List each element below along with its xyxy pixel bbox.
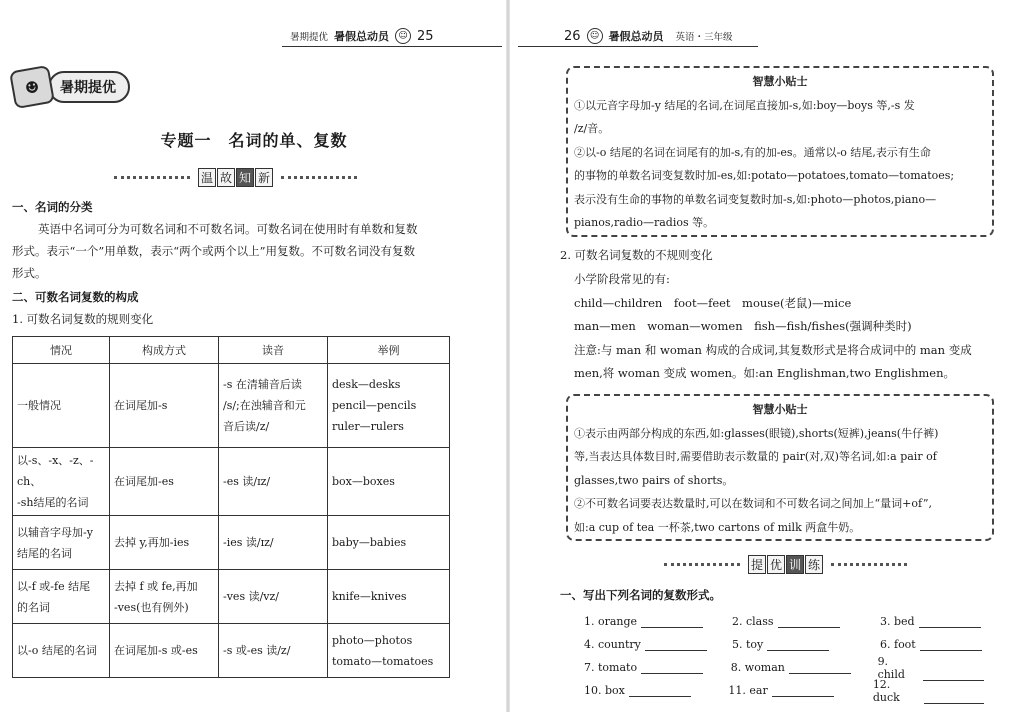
left-header xyxy=(290,28,434,44)
exercise-item xyxy=(584,615,732,628)
cell-line: /s/;在浊辅音和元 xyxy=(223,399,306,412)
tip-line: ①以元音字母加-y 结尾的名词,在词尾直接加-s,如:boy—boys 等,-s 发 xyxy=(574,98,915,112)
right-page-number: 26 xyxy=(564,28,581,44)
subheading-regular: 1. 可数名词复数的规则变化 xyxy=(12,312,154,326)
cell-line: baby—babies xyxy=(332,536,407,549)
table-cell xyxy=(219,364,328,448)
ribbon-dots xyxy=(114,176,190,179)
left-header-book: 暑假总动员 xyxy=(334,30,390,43)
exercise-word: 12. duck xyxy=(872,677,900,704)
paragraph-line: 英语中名词可分为可数名词和不可数名词。可数名词在使用时有单数和复数 xyxy=(38,222,418,236)
exercise-grid xyxy=(584,610,984,702)
ribbon-char: 新 xyxy=(255,168,273,187)
cell-line: photo—photos xyxy=(332,633,413,647)
answer-blank[interactable] xyxy=(645,638,707,651)
exercise-item xyxy=(584,661,731,674)
ribbon-char: 优 xyxy=(767,555,785,574)
cell-line: -ies 读/ɪz/ xyxy=(223,536,274,549)
right-header xyxy=(564,28,733,44)
mascot-icon: ☺ xyxy=(587,28,603,44)
left-header-rule xyxy=(282,46,502,47)
answer-blank[interactable] xyxy=(919,615,981,628)
table-row xyxy=(13,516,450,570)
table-cell xyxy=(328,570,450,624)
table-cell xyxy=(328,364,450,448)
ribbon-char: 训 xyxy=(786,555,804,574)
cell-line: 去掉 y,再加-ies xyxy=(114,536,190,549)
tip-title: 智慧小贴士 xyxy=(752,75,808,88)
exercise-row xyxy=(584,633,984,656)
tip-line: glasses,two pairs of shorts。 xyxy=(574,473,734,487)
cell-line: 在词尾加-s xyxy=(114,399,168,412)
right-header-book: 暑假总动员 xyxy=(608,30,664,43)
exercise-item xyxy=(584,684,728,697)
cell-line: -sh结尾的名词 xyxy=(17,496,89,509)
table-header: 构成方式 xyxy=(110,337,219,364)
ribbon-practice xyxy=(664,555,907,574)
badge-label: 暑期提优 xyxy=(48,71,130,103)
tip-title: 智慧小贴士 xyxy=(752,403,808,416)
ribbon-review xyxy=(114,168,357,187)
ribbon-char: 练 xyxy=(805,555,823,574)
exercise-item xyxy=(873,678,984,704)
cell-line: 一般情况 xyxy=(17,399,61,412)
table-cell xyxy=(219,516,328,570)
ribbon-char: 温 xyxy=(198,168,216,187)
cell-line: 以-f 或-fe 结尾 xyxy=(17,579,91,593)
table-cell xyxy=(110,448,219,516)
cell-line: knife—knives xyxy=(332,590,407,603)
exercise-word: 6. foot xyxy=(880,638,916,651)
ribbon-char: 故 xyxy=(217,168,235,187)
table-cell xyxy=(219,624,328,678)
cell-line: 以-o 结尾的名词 xyxy=(17,644,97,657)
section-heading-2: 二、可数名词复数的构成 xyxy=(12,290,139,304)
cell-line: -ves 读/vz/ xyxy=(223,590,280,603)
ribbon-dots xyxy=(281,176,357,179)
exercise-item xyxy=(880,615,981,628)
cell-line: 在词尾加-s 或-es xyxy=(114,644,198,657)
left-page-number: 25 xyxy=(417,28,434,44)
cell-line: box—boxes xyxy=(332,475,395,488)
exercise-item xyxy=(731,661,878,674)
answer-blank[interactable] xyxy=(772,684,834,697)
answer-blank[interactable] xyxy=(641,661,703,674)
cell-line: 结尾的名词 xyxy=(17,546,72,560)
right-header-label: 英语・三年级 xyxy=(675,32,733,43)
paragraph-line: 形式。 xyxy=(12,266,47,280)
table-cell xyxy=(110,364,219,448)
left-page xyxy=(0,0,508,712)
tip-line: ②不可数名词要表达数量时,可以在数词和不可数名词之间加上“量词+of”, xyxy=(574,497,932,510)
cell-line: 在词尾加-es xyxy=(114,475,174,488)
table-cell xyxy=(328,516,450,570)
exercise-item xyxy=(732,638,880,651)
cell-line: 的名词 xyxy=(17,600,50,614)
exercise-title: 一、写出下列名词的复数形式。 xyxy=(560,588,721,602)
irregular-line: 小学阶段常见的有: xyxy=(574,272,670,286)
table-header: 读音 xyxy=(219,337,328,364)
table-cell xyxy=(13,448,110,516)
mascot-icon: ☺ xyxy=(395,28,411,44)
tip-line: /z/音。 xyxy=(574,122,610,135)
irregular-line: men,将 woman 变成 women。如:an Englishman,two Englishmen。 xyxy=(574,366,955,380)
section-heading-1: 一、名词的分类 xyxy=(12,200,93,214)
tip-line: ②以-o 结尾的名词在词尾有的加-s,有的加-es。通常以-o 结尾,表示有生命 xyxy=(574,145,931,159)
table-cell xyxy=(219,448,328,516)
answer-blank[interactable] xyxy=(767,638,829,651)
irregular-line: 注意:与 man 和 woman 构成的合成词,其复数形式是将合成词中的 man 变成 xyxy=(574,343,972,357)
exercise-word: 2. class xyxy=(732,615,774,628)
cell-line: tomato—tomatoes xyxy=(332,654,434,668)
exercise-word: 8. woman xyxy=(730,661,785,674)
table-cell xyxy=(110,516,219,570)
table-cell xyxy=(13,364,110,448)
robot-icon: ☻ xyxy=(9,65,55,109)
table-cell xyxy=(13,624,110,678)
table-cell xyxy=(328,624,450,678)
irregular-line: man—men woman—women fish—fish/fishes(强调种类时) xyxy=(574,319,912,333)
exercise-row xyxy=(584,610,984,633)
cell-line: pencil—pencils xyxy=(332,399,417,412)
exercise-word: 4. country xyxy=(584,638,641,651)
exercise-item xyxy=(880,638,982,651)
rules-table xyxy=(12,336,450,678)
exercise-row xyxy=(584,679,984,702)
ribbon-dots xyxy=(664,563,740,566)
paragraph-line: 形式。表示“一个”用单数，表示“两个或两个以上”用复数。不可数名词没有复数 xyxy=(12,244,416,258)
ribbon-dots xyxy=(831,563,907,566)
exercise-word: 3. bed xyxy=(880,615,915,628)
answer-blank[interactable] xyxy=(924,691,984,704)
tip-box-1 xyxy=(566,66,994,237)
table-cell xyxy=(110,624,219,678)
exercise-word: 11. ear xyxy=(728,684,768,697)
table-row xyxy=(13,448,450,516)
table-cell xyxy=(328,448,450,516)
cell-line: 以-s、-x、-z、-ch、 xyxy=(17,454,94,488)
answer-blank[interactable] xyxy=(920,638,982,651)
answer-blank[interactable] xyxy=(629,684,691,697)
exercise-word: 10. box xyxy=(584,684,625,697)
table-cell xyxy=(13,516,110,570)
tip-line: 的事物的单数名词变复数时加-es,如:potato—potatoes,tomato—tomatoes; xyxy=(574,169,955,182)
cell-line: -s 在清辅音后读 xyxy=(223,378,302,391)
tip-line: ①表示由两部分构成的东西,如:glasses(眼镜),shorts(短裤),jeans(牛仔裤) xyxy=(574,426,939,440)
page-title: 专题一 名词的单、复数 xyxy=(160,131,348,150)
table-cell xyxy=(13,570,110,624)
exercise-word: 1. orange xyxy=(584,615,638,628)
cell-line: 以辅音字母加-y xyxy=(17,525,93,539)
section-badge xyxy=(12,68,130,106)
table-cell xyxy=(219,570,328,624)
tip-box-2 xyxy=(566,394,994,541)
subheading-irregular: 2. 可数名词复数的不规则变化 xyxy=(560,248,713,262)
exercise-item xyxy=(584,638,732,651)
exercise-item xyxy=(732,615,880,628)
answer-blank[interactable] xyxy=(778,615,840,628)
ribbon-char: 知 xyxy=(236,168,254,187)
cell-line: 音后读/z/ xyxy=(223,420,270,433)
table-header-row xyxy=(13,337,450,364)
exercise-word: 7. tomato xyxy=(584,661,638,674)
table-header: 举例 xyxy=(328,337,450,364)
cell-line: -ves(也有例外) xyxy=(114,600,189,614)
exercise-item xyxy=(728,684,872,697)
cell-line: ruler—rulers xyxy=(332,420,404,433)
table-header: 情况 xyxy=(13,337,110,364)
table-row xyxy=(13,364,450,448)
answer-blank[interactable] xyxy=(789,661,851,674)
table-cell xyxy=(110,570,219,624)
cell-line: -s 或-es 读/z/ xyxy=(223,644,291,657)
cell-line: desk—desks xyxy=(332,378,401,391)
exercise-word: 5. toy xyxy=(732,638,764,651)
tip-line: pianos,radio—radios 等。 xyxy=(574,216,715,229)
exercise-row xyxy=(584,656,984,679)
tip-line: 如:a cup of tea 一杯茶,two cartons of milk 两盒牛奶。 xyxy=(574,520,861,534)
table-row xyxy=(13,624,450,678)
ribbon-char: 提 xyxy=(748,555,766,574)
cell-line: 去掉 f 或 fe,再加 xyxy=(114,579,198,593)
answer-blank[interactable] xyxy=(641,615,703,628)
left-header-label: 暑期提优 xyxy=(290,32,329,43)
table-row xyxy=(13,570,450,624)
irregular-line: child—children foot—feet mouse(老鼠)—mice xyxy=(574,296,852,310)
right-header-rule xyxy=(518,46,758,47)
tip-line: 表示没有生命的事物的单数名词变复数时加-s,如:photo—photos,piano— xyxy=(574,192,937,206)
cell-line: -es 读/ɪz/ xyxy=(223,475,271,488)
exercise-word: 9. child xyxy=(877,654,905,681)
tip-line: 等,当表达具体数目时,需要借助表示数量的 pair(对,双)等名词,如:a pair of xyxy=(574,450,937,463)
